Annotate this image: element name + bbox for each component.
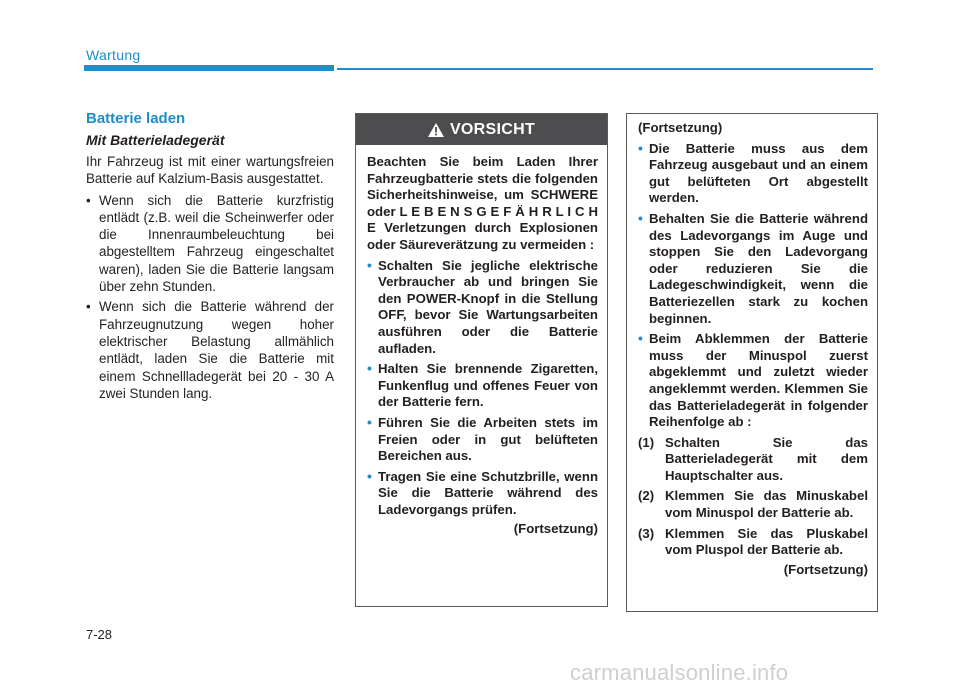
step-text: Klemmen Sie das Minuskabel vom Minuspol der Batterie ab. — [665, 488, 868, 521]
list-item-text: Schalten Sie jegliche elektrische Verbraucher ab und bringen Sie den POWER-Knopf in die Stellung OFF, bevor Sie Wartungsarbeiten ausführen oder die Batterie aufladen. — [378, 257, 598, 356]
step-text: Klemmen Sie das Pluskabel vom Pluspol der Batterie ab. — [665, 525, 868, 558]
caution-continued-box — [626, 113, 878, 612]
watermark: carmanualsonline.info — [570, 660, 789, 685]
list-item — [367, 469, 598, 519]
warning-triangle-icon — [428, 123, 444, 137]
list-item-text: Behalten Sie die Batterie während des Ladevorgangs im Auge und stoppen Sie den Ladevorgang oder reduzieren Sie die Ladegeschwindigkeit, wenn die Batteriezellen stark zu kochen beginnen. — [649, 210, 868, 326]
bullet-icon: • — [367, 360, 372, 377]
step-text: Schalten Sie das Batterieladegerät mit dem Hauptschalter aus. — [665, 434, 868, 483]
list-item-text: Beim Abklemmen der Batterie muss der Minuspol zuerst abgeklemmt und zuletzt wieder angeklemmt werden. Klemmen Sie das Batterieladegerät in folgender Reihenfolge ab : — [649, 331, 868, 430]
step-item — [638, 435, 868, 485]
list-item — [638, 331, 868, 431]
bullet-icon: • — [367, 413, 372, 430]
continued-heading: (Fortsetzung) — [638, 120, 723, 135]
header-rule-thin — [337, 68, 873, 70]
bullet-icon: • — [638, 209, 643, 226]
list-item — [367, 258, 598, 358]
bullet-icon: • — [367, 256, 372, 273]
bullet-icon: • — [367, 467, 372, 484]
step-item — [638, 488, 868, 521]
caution-label: VORSICHT — [449, 120, 536, 138]
subsection-title: Mit Batterieladegerät — [86, 132, 225, 148]
section-title: Batterie laden — [86, 110, 186, 127]
bullet-icon: • — [86, 299, 91, 315]
bullet-icon: • — [638, 139, 643, 156]
section-header: Wartung — [86, 47, 141, 63]
main-column — [86, 110, 334, 405]
caution-continued-bullet-list — [638, 141, 868, 431]
list-item — [638, 211, 868, 327]
bullet-icon: • — [86, 192, 91, 208]
continued-label: (Fortsetzung) — [513, 521, 598, 537]
page-number: 7-28 — [86, 627, 113, 642]
caution-bullet-list — [367, 258, 598, 519]
step-number: (1) — [638, 434, 655, 450]
list-item — [86, 298, 334, 402]
list-item — [638, 141, 868, 207]
list-item-text: Tragen Sie eine Schutzbrille, wenn Sie die Batterie während des Ladevorgangs prüfen. — [378, 468, 598, 517]
step-number: (2) — [638, 488, 655, 504]
continued-label: (Fortsetzung) — [783, 561, 868, 577]
list-item-text: Wenn sich die Batterie während der Fahrzeugnutzung wegen hoher elektrischer Belastung allmählich entlädt, laden Sie die Batterie mit einem Schnellladegerät bei 20 - 30 A zwei Stunden lang. — [99, 299, 334, 401]
list-item-text: Wenn sich die Batterie kurzfristig entlädt (z.B. weil die Scheinwerfer oder die Innenraumbeleuchtung bei abgestelltem Fahrzeug eingeschaltet waren), laden Sie die Batterie langsam über zehn Stunden. — [99, 192, 334, 295]
caution-header — [356, 114, 607, 145]
disconnect-steps — [638, 435, 868, 559]
list-item — [367, 415, 598, 465]
list-item — [367, 361, 598, 411]
step-item — [638, 526, 868, 559]
list-item-text: Führen Sie die Arbeiten stets im Freien oder in gut belüfteten Bereichen aus. — [378, 414, 598, 464]
list-item-text: Die Batterie muss aus dem Fahrzeug ausgebaut und an einem gut belüfteten Ort abgestellt werden. — [649, 140, 868, 206]
caution-box — [355, 113, 608, 607]
caution-intro: Beachten Sie beim Laden Ihrer Fahrzeugbatterie stets die folgenden Sicherheitshinweise, um SCHWERE oder L E B E N S G E F Ä H R L I C H E Verletzungen durch Explosionen oder Säureverätzung zu vermeiden : — [367, 154, 598, 252]
header-rule-thick — [84, 65, 334, 71]
step-number: (3) — [638, 525, 655, 541]
bullet-icon: • — [638, 330, 643, 347]
main-bullet-list — [86, 192, 334, 403]
list-item-text: Halten Sie brennende Zigaretten, Funkenflug und offenes Feuer von der Batterie fern. — [378, 361, 598, 410]
intro-paragraph: Ihr Fahrzeug ist mit einer wartungsfreien Batterie auf Kalzium-Basis ausgestattet. — [86, 154, 334, 187]
list-item — [86, 192, 334, 296]
